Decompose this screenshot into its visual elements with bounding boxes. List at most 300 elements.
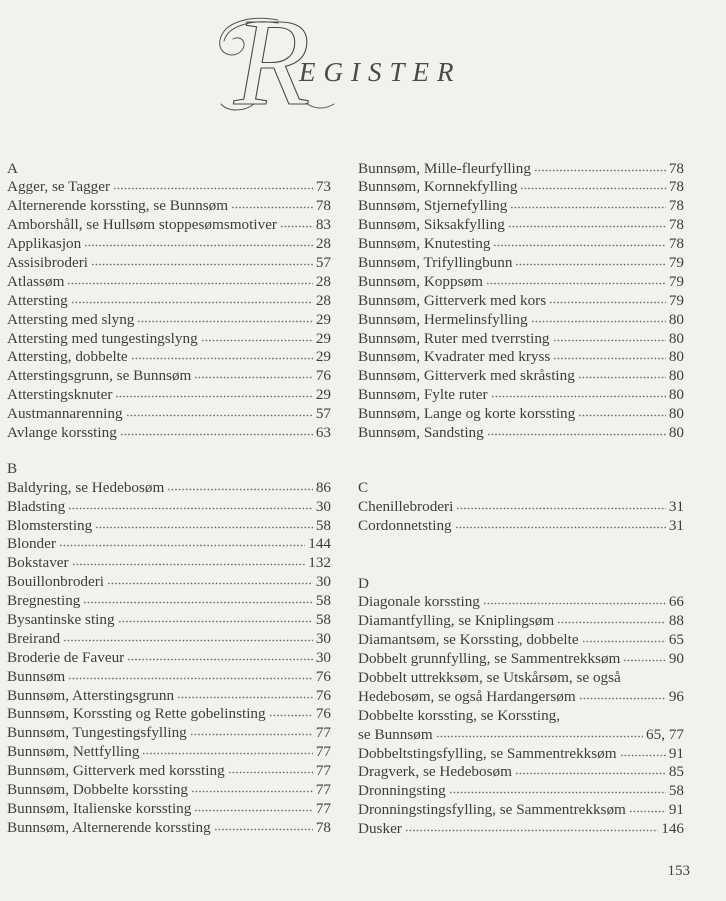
index-letter-heading: C: [358, 478, 369, 496]
index-entry: [7, 424, 331, 443]
index-term: Bunnsøm, Hermelinsfylling: [358, 310, 528, 328]
dot-leader: [531, 320, 666, 323]
index-entry-line: [358, 688, 684, 707]
index-entry: [7, 498, 331, 517]
index-term: Attersting, dobbelte: [7, 348, 128, 366]
index-term: Bunnsøm, Dobbelte korssting: [7, 781, 188, 798]
index-entry-line: [7, 498, 331, 517]
index-entry-line: [7, 705, 331, 724]
index-term: Atterstingsgrunn, se Bunnsøm: [7, 367, 192, 385]
index-entry: [358, 593, 684, 612]
index-entry: [7, 535, 331, 554]
index-letter-heading: D: [358, 574, 369, 592]
index-entry: [358, 763, 684, 782]
page-reference: 78: [315, 818, 331, 836]
dot-leader: [107, 582, 313, 585]
dot-leader: [620, 754, 666, 757]
index-entry: [358, 707, 684, 745]
dot-leader: [84, 244, 313, 247]
index-term: Dobbelt uttrekksøm, se Utskårsøm, se også: [358, 668, 621, 686]
index-entry: [7, 762, 331, 781]
index-entry-line: [358, 650, 684, 669]
index-entry-line: [358, 405, 684, 424]
index-entry: [7, 311, 331, 330]
dot-leader: [167, 488, 312, 491]
index-term: Bunnsøm, Gitterverk med skråsting: [358, 367, 575, 385]
index-entry-line: [358, 348, 684, 367]
dot-leader: [553, 357, 665, 360]
index-entry-line: [7, 386, 331, 405]
index-entry-line: [7, 724, 331, 743]
page-reference: 76: [315, 367, 331, 385]
index-term: Bunnsøm, Fylte ruter: [358, 386, 488, 404]
index-entry: [358, 367, 684, 386]
page-reference: 85: [668, 763, 684, 781]
index-term: Chenillebroderi: [358, 497, 454, 515]
page-reference: 77: [315, 781, 331, 798]
dot-leader: [487, 433, 666, 436]
index-entry: [7, 687, 331, 706]
page-reference: 30: [315, 629, 331, 647]
dot-leader: [578, 376, 666, 379]
dot-leader: [72, 563, 306, 566]
index-letter-heading: B: [7, 459, 18, 477]
index-entry: [7, 273, 331, 292]
index-term: Blonder: [7, 535, 56, 553]
index-entry: [358, 292, 684, 311]
index-entry-line: [358, 517, 684, 536]
page-reference: 80: [668, 386, 684, 404]
dot-leader: [449, 791, 666, 794]
index-entry-line: [7, 819, 331, 838]
index-term: Bunnsøm, Trifyllingbunn: [358, 253, 513, 271]
index-entry-line: [7, 197, 331, 216]
index-entry: [7, 611, 331, 630]
index-entry: [7, 216, 331, 235]
page-reference: 88: [668, 612, 684, 630]
index-term: Bysantinske sting: [7, 610, 115, 628]
index-entry-line: [358, 612, 684, 631]
index-term: Bladsting: [7, 497, 66, 515]
page-reference: 57: [315, 405, 331, 423]
index-entry: [358, 330, 684, 349]
index-entry-line: [7, 235, 331, 254]
index-term: Bunnsøm, Alternerende korssting: [7, 818, 211, 836]
page-reference: 30: [315, 573, 331, 591]
index-entry: [7, 724, 331, 743]
index-entry-line: [7, 178, 331, 197]
index-entry: [7, 592, 331, 611]
index-term: Bunnsøm, Tungestingsfylling: [7, 724, 187, 742]
dot-leader: [68, 507, 313, 510]
index-term: Bunnsøm, Italienske korssting: [7, 799, 192, 817]
index-term: Bokstaver: [7, 554, 69, 572]
index-term: Bunnsøm, Gitterverk med korssting: [7, 762, 225, 780]
index-term: Bunnsøm: [7, 667, 66, 685]
page-reference: 79: [668, 272, 684, 290]
index-entry: [358, 612, 684, 631]
dot-leader: [190, 733, 313, 736]
page-reference: 80: [668, 423, 684, 441]
index-entry: [7, 235, 331, 254]
index-term: Bunnsøm, Koppsøm: [358, 272, 483, 290]
index-term: Agger, se Tagger: [7, 178, 111, 196]
index-term: Dusker: [358, 820, 402, 838]
index-entry: [7, 292, 331, 311]
index-entry-line: [7, 781, 331, 800]
page-reference: 31: [668, 497, 684, 515]
index-entry: [7, 743, 331, 762]
page-reference: 83: [315, 216, 331, 234]
dot-leader: [137, 320, 312, 323]
index-entry: [358, 517, 684, 536]
dot-leader: [491, 395, 666, 398]
index-entry: [358, 631, 684, 650]
index-term: Bunnsøm, Lange og korte korssting: [358, 405, 576, 423]
index-entry-line: [7, 216, 331, 235]
index-entry: [7, 178, 331, 197]
index-entry: [358, 424, 684, 443]
index-term: Diamantfylling, se Kniplingsøm: [358, 612, 555, 630]
dot-leader: [520, 187, 665, 190]
index-entry: [7, 554, 331, 573]
index-entry: [7, 348, 331, 367]
page-reference: 76: [315, 667, 331, 685]
index-entry-line: [358, 593, 684, 612]
dot-leader: [201, 339, 313, 342]
index-entry-line: [7, 348, 331, 367]
page-reference: 78: [668, 197, 684, 215]
page-reference: 30: [315, 497, 331, 515]
page-reference: 58: [315, 592, 331, 610]
page-reference: 90: [668, 650, 684, 668]
index-term: Bunnsøm, Ruter med tverrsting: [358, 329, 550, 347]
dot-leader: [131, 357, 313, 360]
page-reference: 65: [668, 631, 684, 649]
index-entry: [358, 311, 684, 330]
page-reference: 80: [668, 367, 684, 385]
dot-leader: [177, 696, 313, 699]
index-entry-line: [358, 745, 684, 764]
page-reference: 58: [668, 782, 684, 800]
index-entry-line: [7, 330, 331, 349]
index-entry-line: [7, 292, 331, 311]
index-entry-line: [7, 687, 331, 706]
index-entry-line: [7, 649, 331, 668]
index-entry-line: [7, 573, 331, 592]
index-term: Dragverk, se Hedebosøm: [358, 763, 512, 781]
index-term: Amborshåll, se Hullsøm stoppesømsmotiver: [7, 216, 277, 234]
title-text: EGISTER: [299, 57, 462, 87]
dot-leader: [68, 677, 313, 680]
page-reference: 132: [308, 554, 331, 572]
page-reference: 29: [315, 348, 331, 366]
dot-leader: [534, 169, 666, 172]
index-entry: [358, 197, 684, 216]
dot-leader: [280, 225, 313, 228]
index-term: Bunnsøm, Siksakfylling: [358, 216, 505, 234]
index-entry: [358, 405, 684, 424]
index-term: Hedebosøm, se også Hardangersøm: [358, 687, 576, 705]
page-reference: 79: [668, 253, 684, 271]
dot-leader: [493, 244, 665, 247]
index-entry-line: [358, 763, 684, 782]
index-entry: [358, 745, 684, 764]
index-entry: [7, 254, 331, 273]
index-entry: [7, 630, 331, 649]
index-section: [7, 160, 331, 443]
page-reference: 77: [315, 762, 331, 780]
page-reference: 58: [315, 610, 331, 628]
index-entry-line: [7, 630, 331, 649]
dot-leader: [508, 225, 666, 228]
index-entry-line: [7, 424, 331, 443]
page-reference: 96: [668, 687, 684, 705]
dot-leader: [455, 526, 666, 529]
dot-leader: [194, 376, 312, 379]
index-entry-line: [7, 273, 331, 292]
dot-leader: [436, 735, 643, 738]
index-entry-line: [7, 405, 331, 424]
index-entry-line: [358, 801, 684, 820]
dot-leader: [95, 526, 313, 529]
dot-leader: [405, 829, 658, 832]
index-entry-line: [358, 631, 684, 650]
page-reference: 76: [315, 686, 331, 704]
dot-leader: [553, 339, 666, 342]
page-reference: 76: [315, 705, 331, 723]
index-term: Dobbelte korssting, se Korssting,: [358, 706, 561, 724]
index-entry-line: [358, 386, 684, 405]
page-title: [0, 0, 726, 130]
dot-leader: [67, 282, 312, 285]
dot-leader: [63, 639, 313, 642]
index-entry-line: [7, 800, 331, 819]
page-reference: 80: [668, 310, 684, 328]
index-term: Bunnsøm, Mille-fleurfylling: [358, 159, 531, 177]
index-entry-line: [7, 311, 331, 330]
index-entry-line: [358, 197, 684, 216]
index-entry: [358, 178, 684, 197]
page-reference: 57: [315, 253, 331, 271]
index-term: Bunnsøm, Knutesting: [358, 235, 491, 253]
index-entry-line: [358, 292, 684, 311]
index-column-left: [7, 160, 331, 838]
index-term: Cordonnetsting: [358, 516, 452, 534]
index-entry: [7, 386, 331, 405]
dot-leader: [456, 507, 665, 510]
page-reference: 77: [315, 743, 331, 761]
page-reference: 80: [668, 405, 684, 423]
dot-leader: [623, 659, 665, 662]
index-term: Blomstersting: [7, 516, 93, 534]
page-reference: 65, 77: [646, 725, 684, 743]
index-term: Attersting med tungestingslyng: [7, 329, 198, 347]
index-entry: [358, 386, 684, 405]
index-entry: [7, 330, 331, 349]
page-reference: 29: [315, 386, 331, 404]
index-entry: [358, 348, 684, 367]
index-term: Attersting med slyng: [7, 310, 135, 328]
index-entry-line: [358, 726, 684, 745]
index-entry: [358, 782, 684, 801]
index-entry: [7, 479, 331, 498]
index-term: Broderie de Faveur: [7, 648, 125, 666]
index-entry-line: [358, 782, 684, 801]
index-entry-line: [358, 160, 684, 179]
dot-leader: [557, 621, 666, 624]
page-reference: 31: [668, 516, 684, 534]
index-section: [7, 460, 331, 838]
page-reference: 78: [315, 197, 331, 215]
index-entry-line: [7, 517, 331, 536]
index-term: Bunnsøm, Kornnekfylling: [358, 178, 518, 196]
page-reference: 28: [315, 291, 331, 309]
index-term: Assisibroderi: [7, 253, 88, 271]
dot-leader: [194, 809, 312, 812]
dot-leader: [191, 790, 313, 793]
index-entry: [358, 801, 684, 820]
index-entry: [7, 705, 331, 724]
dot-leader: [231, 206, 313, 209]
index-entry-line: [7, 743, 331, 762]
index-term: Bunnsøm, Gitterverk med kors: [358, 291, 547, 309]
index-entry: [358, 669, 684, 707]
index-entry-line: [358, 367, 684, 386]
dot-leader: [142, 752, 312, 755]
page-reference: 78: [668, 159, 684, 177]
index-entry: [7, 405, 331, 424]
page-reference: 86: [315, 478, 331, 496]
page-reference: 66: [668, 593, 684, 611]
dot-leader: [118, 620, 313, 623]
index-entry-line: [358, 216, 684, 235]
index-column-right: [358, 160, 684, 840]
index-term: Bunnsøm, Korssting og Rette gobelinsting: [7, 705, 266, 723]
dot-leader: [127, 658, 313, 661]
dot-leader: [126, 414, 313, 417]
index-entry-line: [358, 311, 684, 330]
index-entry-line: [7, 254, 331, 273]
index-term: Attersting: [7, 291, 68, 309]
index-entry-line: [7, 554, 331, 573]
index-entry: [358, 650, 684, 669]
index-term: Baldyring, se Hedebosøm: [7, 478, 165, 496]
index-entry-line: [7, 479, 331, 498]
page-reference: 144: [308, 535, 331, 553]
index-entry-line: [358, 330, 684, 349]
page-reference: 78: [668, 235, 684, 253]
page-reference: 28: [315, 272, 331, 290]
dot-leader: [113, 187, 313, 190]
index-term: Avlange korssting: [7, 423, 117, 441]
page-reference: 29: [315, 329, 331, 347]
dot-leader: [59, 544, 305, 547]
index-entry: [358, 254, 684, 273]
index-entry-line: [358, 273, 684, 292]
page-reference: 78: [668, 178, 684, 196]
dot-leader: [510, 206, 665, 209]
page-reference: 73: [315, 178, 331, 196]
index-entry: [7, 367, 331, 386]
page-reference: 91: [668, 744, 684, 762]
index-entry-line: [358, 707, 684, 726]
index-entry: [7, 781, 331, 800]
index-entry-line: [358, 424, 684, 443]
index-term: Diagonale korssting: [358, 593, 480, 611]
index-term: Breirand: [7, 629, 61, 647]
index-entry-line: [7, 367, 331, 386]
index-term: Bunnsøm, Kvadrater med kryss: [358, 348, 551, 366]
dot-leader: [515, 772, 666, 775]
dot-leader: [486, 282, 666, 285]
index-term: Applikasjon: [7, 235, 82, 253]
index-entry-line: [358, 498, 684, 517]
index-entry-line: [7, 668, 331, 687]
index-entry-line: [358, 669, 684, 688]
index-section: [358, 575, 684, 839]
index-term: Diamantsøm, se Korssting, dobbelte: [358, 631, 579, 649]
page-reference: 58: [315, 516, 331, 534]
page-reference: 30: [315, 648, 331, 666]
index-entry-line: [7, 762, 331, 781]
page-reference: 63: [315, 423, 331, 441]
dot-leader: [483, 602, 666, 605]
dot-leader: [629, 810, 666, 813]
index-entry: [358, 235, 684, 254]
index-entry: [7, 649, 331, 668]
index-term: Bregnesting: [7, 592, 81, 610]
index-entry: [7, 819, 331, 838]
index-entry: [7, 573, 331, 592]
dot-leader: [115, 395, 312, 398]
index-entry-line: [358, 178, 684, 197]
page-reference: 146: [661, 820, 684, 838]
index-term: Dronningsting: [358, 782, 446, 800]
dot-leader: [228, 771, 313, 774]
index-term: Dobbeltstingsfylling, se Sammentrekksøm: [358, 744, 617, 762]
page-reference: 77: [315, 724, 331, 742]
index-letter-heading: A: [7, 159, 18, 177]
dot-leader: [549, 301, 666, 304]
dot-leader: [582, 640, 666, 643]
page-reference: 79: [668, 291, 684, 309]
index-term: Atterstingsknuter: [7, 386, 113, 404]
page-reference: 28: [315, 235, 331, 253]
index-entry: [7, 800, 331, 819]
dot-leader: [83, 601, 312, 604]
dot-leader: [91, 263, 313, 266]
dot-leader: [71, 301, 313, 304]
index-entry: [7, 197, 331, 216]
index-term: Bunnsøm, Nettfylling: [7, 743, 140, 761]
index-entry: [7, 517, 331, 536]
index-entry-line: [358, 235, 684, 254]
index-term: Bunnsøm, Atterstingsgrunn: [7, 686, 175, 704]
index-entry: [7, 668, 331, 687]
index-entry-line: [7, 592, 331, 611]
index-term: se Bunnsøm: [358, 725, 433, 743]
index-term: Bunnsøm, Stjernefylling: [358, 197, 508, 215]
page-reference: 91: [668, 801, 684, 819]
dot-leader: [579, 697, 666, 700]
page-number: 153: [667, 863, 690, 879]
index-entry-line: [7, 611, 331, 630]
dot-leader: [214, 828, 313, 831]
dot-leader: [515, 263, 665, 266]
page-reference: 29: [315, 310, 331, 328]
index-entry: [358, 216, 684, 235]
